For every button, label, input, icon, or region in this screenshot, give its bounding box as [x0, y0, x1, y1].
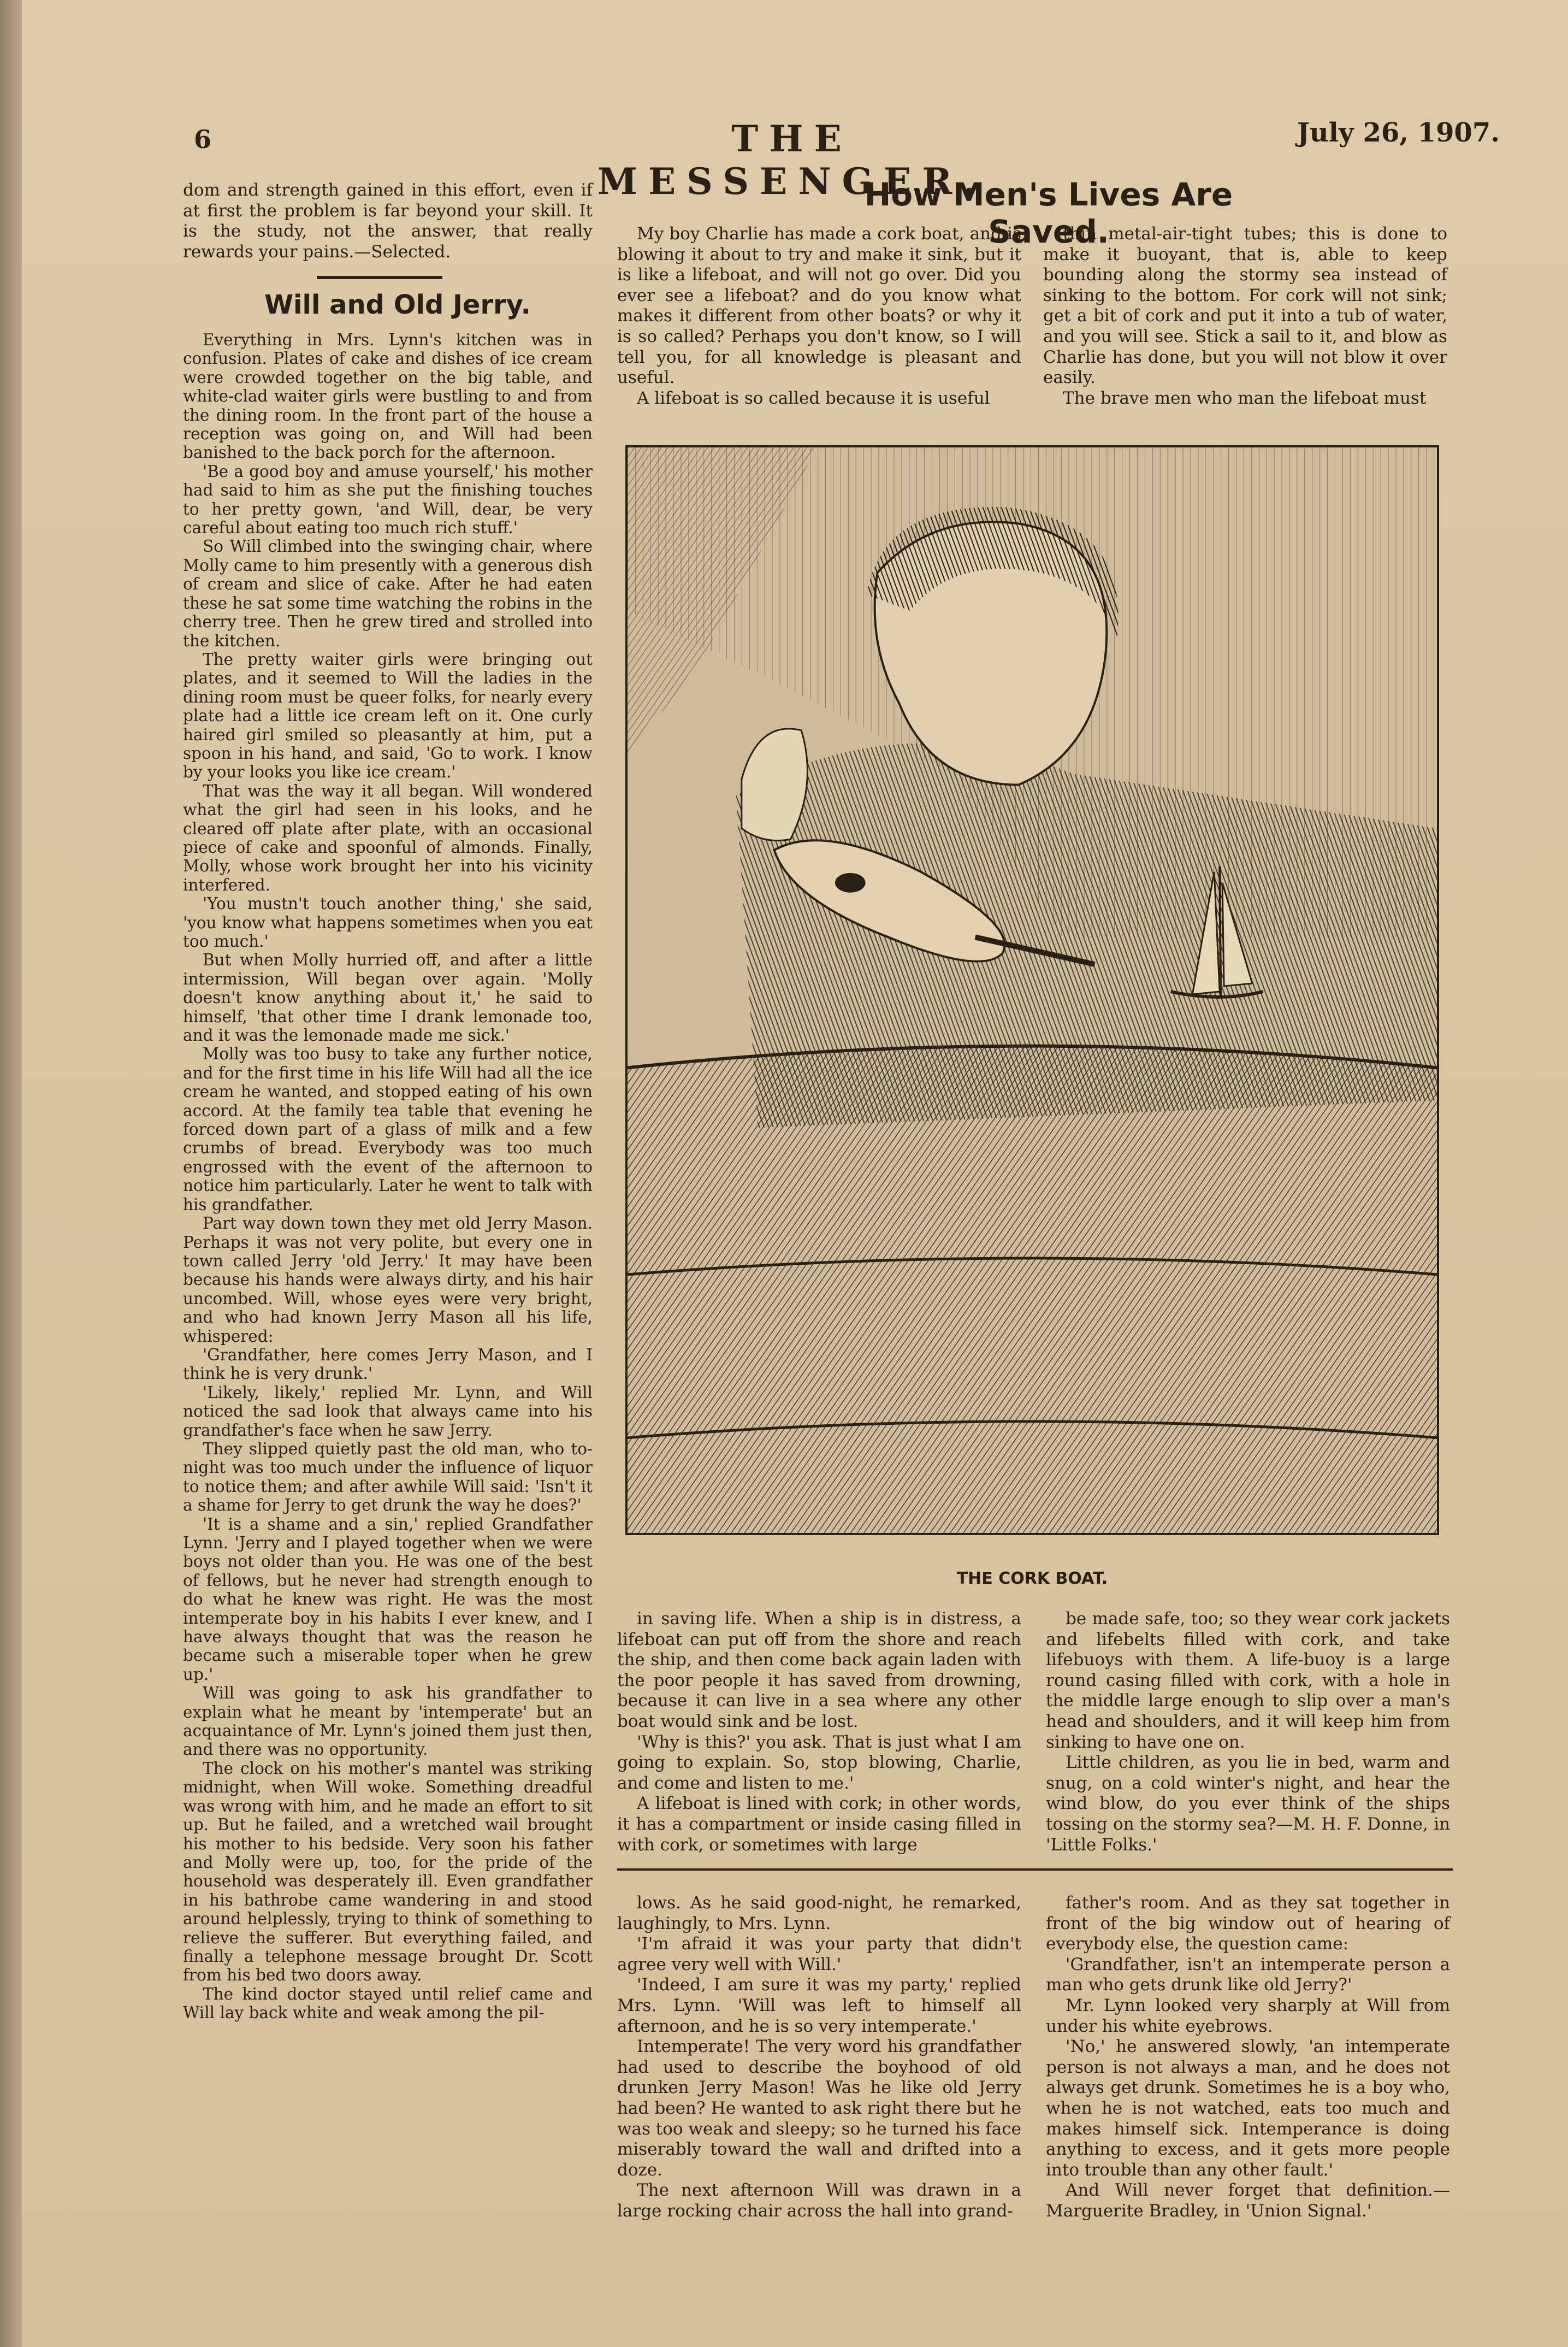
intro-paragraph: dom and strength gained in this effort, even if at first the problem is far beyond your skill. It is the study, not the answer, that really rewards your pains.—Selected.	[183, 180, 593, 262]
story-paragraph: So Will climbed into the swinging chair, where Molly came to him presently with a generous dish of cream and slice of cake. After he had eaten these he sat some time watching the robins in the cherry tree. Then he grew tired and strolled into the kitchen.	[183, 537, 593, 650]
story-paragraph: 'Indeed, I am sure it was my party,' replied Mrs. Lynn. 'Will was left to himself all afternoon, and he is so very intemperate.'	[617, 1975, 1021, 2036]
story-paragraph: 'Likely, likely,' replied Mr. Lynn, and Will noticed the sad look that always came into his grandfather's face when he saw Jerry.	[183, 1383, 593, 1440]
column-2-bottom	[617, 1893, 1021, 2222]
story-paragraph: 'I'm afraid it was your party that didn't agree very well with Will.'	[617, 1934, 1021, 1974]
story-paragraph: Mr. Lynn looked very sharply at Will from under his white eyebrows.	[1046, 1995, 1450, 2036]
engraving-image	[628, 447, 1437, 1533]
lifeboat-paragraph: be made safe, too; so they wear cork jackets and lifebelts filled with cork, and take lifebuoys with them. A life-buoy is a large round casing filled with cork, with a hole in the middle large enough to slip over a man's head and shoulders, and it will keep him from sinking to have one on.	[1046, 1609, 1450, 1752]
story-paragraph: The clock on his mother's mantel was striking midnight, when Will woke. Something dreadful was wrong with him, and he made an effort to sit up. But he failed, and a wretched wail brought his mother to his bedside. Very soon his father and Molly were up, too, for the pride of the household was desperately ill. Even grandfather in his bathrobe came wandering in and stood around helplessly, trying to think of something to relieve the sufferer. But everything failed, and finally a telephone message brought Dr. Scott from his bed two doors away.	[183, 1759, 593, 1985]
column-1-top	[183, 180, 593, 262]
story-paragraph: The next afternoon Will was drawn in a large rocking chair across the hall into grand-	[617, 2180, 1021, 2221]
story-paragraph: The pretty waiter girls were bringing out plates, and it seemed to Will the ladies in the dining room must be queer folks, for nearly every plate had a little ice cream left on it. One curly haired girl smiled so pleasantly at him, put a spoon in his hand, and said, 'Go to work. I know by your looks you like ice cream.'	[183, 650, 593, 782]
column-3-bottom	[1046, 1893, 1450, 2222]
lifeboat-paragraph: A lifeboat is so called because it is useful	[637, 388, 990, 408]
story-paragraph: Everything in Mrs. Lynn's kitchen was in confusion. Plates of cake and dishes of ice cream were crowded together on the big table, and white-clad waiter girls were bustling to and from the dining room. In the front part of the house a reception was going on, and Will had been banished to the back porch for the afternoon.	[183, 331, 593, 462]
page-number: 6	[194, 125, 212, 154]
lifeboat-paragraph: The brave men who man the lifeboat must	[1063, 388, 1427, 408]
masthead: THE MESSENGER.	[597, 117, 987, 203]
story-paragraph: father's room. And as they sat together in front of the big window out of hearing of everybody else, the question came:	[1046, 1893, 1450, 1954]
story-paragraph: 'No,' he answered slowly, 'an intemperate person is not always a man, and he does not always get drunk. Sometimes he is a boy who, when he is not watched, eats too much and makes himself sick. Intemperance is doing anything to excess, and it gets more people into trouble than any other fault.'	[1046, 2037, 1450, 2180]
issue-date: July 26, 1907.	[1297, 117, 1500, 148]
story-paragraph: Will was going to ask his grandfather to explain what he meant by 'intemperate' but an acquaintance of Mr. Lynn's joined them just then, and there was no opportunity.	[183, 1684, 593, 1759]
illustration-caption: THE CORK BOAT.	[956, 1569, 1108, 1588]
story-paragraph: 'Be a good boy and amuse yourself,' his mother had said to him as she put the finishing touches to her pretty gown, 'and Will, dear, be very careful about eating too much rich stuff.'	[183, 462, 593, 538]
ornament-divider	[317, 276, 442, 279]
story-paragraph: lows. As he said good-night, he remarked, laughingly, to Mrs. Lynn.	[617, 1893, 1021, 1933]
story-paragraph: 'Grandfather, here comes Jerry Mason, and I think he is very drunk.'	[183, 1345, 593, 1383]
article-title-lifeboat: How Men's Lives Are Saved.	[864, 176, 1233, 250]
story-paragraph: 'You mustn't touch another thing,' she said, 'you know what happens sometimes when you eat too much.'	[183, 894, 593, 951]
story-paragraph: But when Molly hurried off, and after a little intermission, Will began over again. 'Molly doesn't know anything about it,' he said to himself, 'that other time I drank lemonade too, and it was the lemonade made me sick.'	[183, 951, 593, 1045]
lifeboat-paragraph: A lifeboat is lined with cork; in other words, it has a compartment or inside casing filled in with cork, or sometimes with large	[617, 1794, 1021, 1855]
story-paragraph: That was the way it all began. Will wondered what the girl had seen in his looks, and he cleared off plate after plate, with an occasional piece of cake and spoonful of almonds. Finally, Molly, whose work brought her into his vicinity interfered.	[183, 781, 593, 894]
lifeboat-column-mid-left	[617, 1609, 1021, 1855]
lifeboat-paragraph: in saving life. When a ship is in distress, a lifeboat can put off from the shore and reach the ship, and then come back again laden with the poor people it has saved from drowning, because it can live in a sea where any other boat would sink and be lost.	[617, 1609, 1021, 1731]
cork-boat-illustration	[625, 445, 1439, 1535]
lifeboat-paragraph: thin metal-air-tight tubes; this is done to make it buoyant, that is, able to keep bounding along the stormy sea instead of sinking to the bottom. For cork will not sink; get a bit of cork and put it into a tub of water, and you will see. Stick a sail to it, and blow as Charlie has done, but you will not blow it over easily.	[1043, 224, 1447, 388]
story-paragraph: And Will never forget that definition.—Marguerite Bradley, in 'Union Signal.'	[1046, 2180, 1450, 2221]
story-paragraph: They slipped quietly past the old man, who to-night was too much under the influence of liquor to notice them; and after awhile Will said: 'Isn't it a shame for Jerry to get drunk the way he does?'	[183, 1439, 593, 1515]
lifeboat-paragraph: 'Why is this?' you ask. That is just what I am going to explain. So, stop blowing, Charlie, and come and listen to me.'	[617, 1732, 1021, 1793]
story-paragraph: 'Grandfather, isn't an intemperate person a man who gets drunk like old Jerry?'	[1046, 1954, 1450, 1995]
story-paragraph: Part way down town they met old Jerry Mason. Perhaps it was not very polite, but every one in town called Jerry 'old Jerry.' It may have been because his hands were always dirty, and his hair uncombed. Will, whose eyes were very bright, and who had known Jerry Mason all his life, whispered:	[183, 1214, 593, 1346]
lifeboat-column-top-left	[617, 224, 1021, 409]
lifeboat-column-top-right	[1043, 224, 1447, 409]
lifeboat-column-mid-right	[1046, 1609, 1450, 1855]
lifeboat-paragraph: Little children, as you lie in bed, warm and snug, on a cold winter's night, and hear the wind blow, do you ever think of the ships tossing on the stormy sea?—M. H. F. Donne, in 'Little Folks.'	[1046, 1753, 1450, 1855]
story-paragraph: Intemperate! The very word his grandfather had used to describe the boyhood of old drunken Jerry Mason! Was he like old Jerry had been? He wanted to ask right there but he was too weak and sleepy; so he turned his face miserably toward the wall and drifted into a doze.	[617, 2037, 1021, 2180]
column-1	[183, 331, 593, 2199]
page-edge	[0, 0, 22, 2347]
lifeboat-paragraph: My boy Charlie has made a cork boat, and is blowing it about to try and make it sink, but it is like a lifeboat, and will not go over. Did you ever see a lifeboat? and do you know what makes it different from other boats? or why it is so called? Perhaps you don't know, so I will tell you, for all knowledge is pleasant and useful.	[617, 224, 1021, 388]
section-divider-rule	[617, 1868, 1453, 1871]
story-paragraph: The kind doctor stayed until relief came and Will lay back white and weak among the pil-	[183, 1984, 593, 2022]
article-title-will: Will and Old Jerry.	[264, 290, 531, 320]
story-paragraph: Molly was too busy to take any further notice, and for the first time in his life Will had all the ice cream he wanted, and stopped eating of his own accord. At the family tea table that evening he forced down part of a glass of milk and a few crumbs of bread. Everybody was too much engrossed with the event of the afternoon to notice him particularly. Later he went to talk with his grandfather.	[183, 1045, 593, 1214]
story-paragraph: 'It is a shame and a sin,' replied Grandfather Lynn. 'Jerry and I played together when we were boys not older than you. He was one of the best of fellows, but he never had strength enough to do what he knew was right. He was the most intemperate boy in his habits I ever knew, and I have always thought that was the reason he became such a miserable toper when he grew up.'	[183, 1514, 593, 1684]
